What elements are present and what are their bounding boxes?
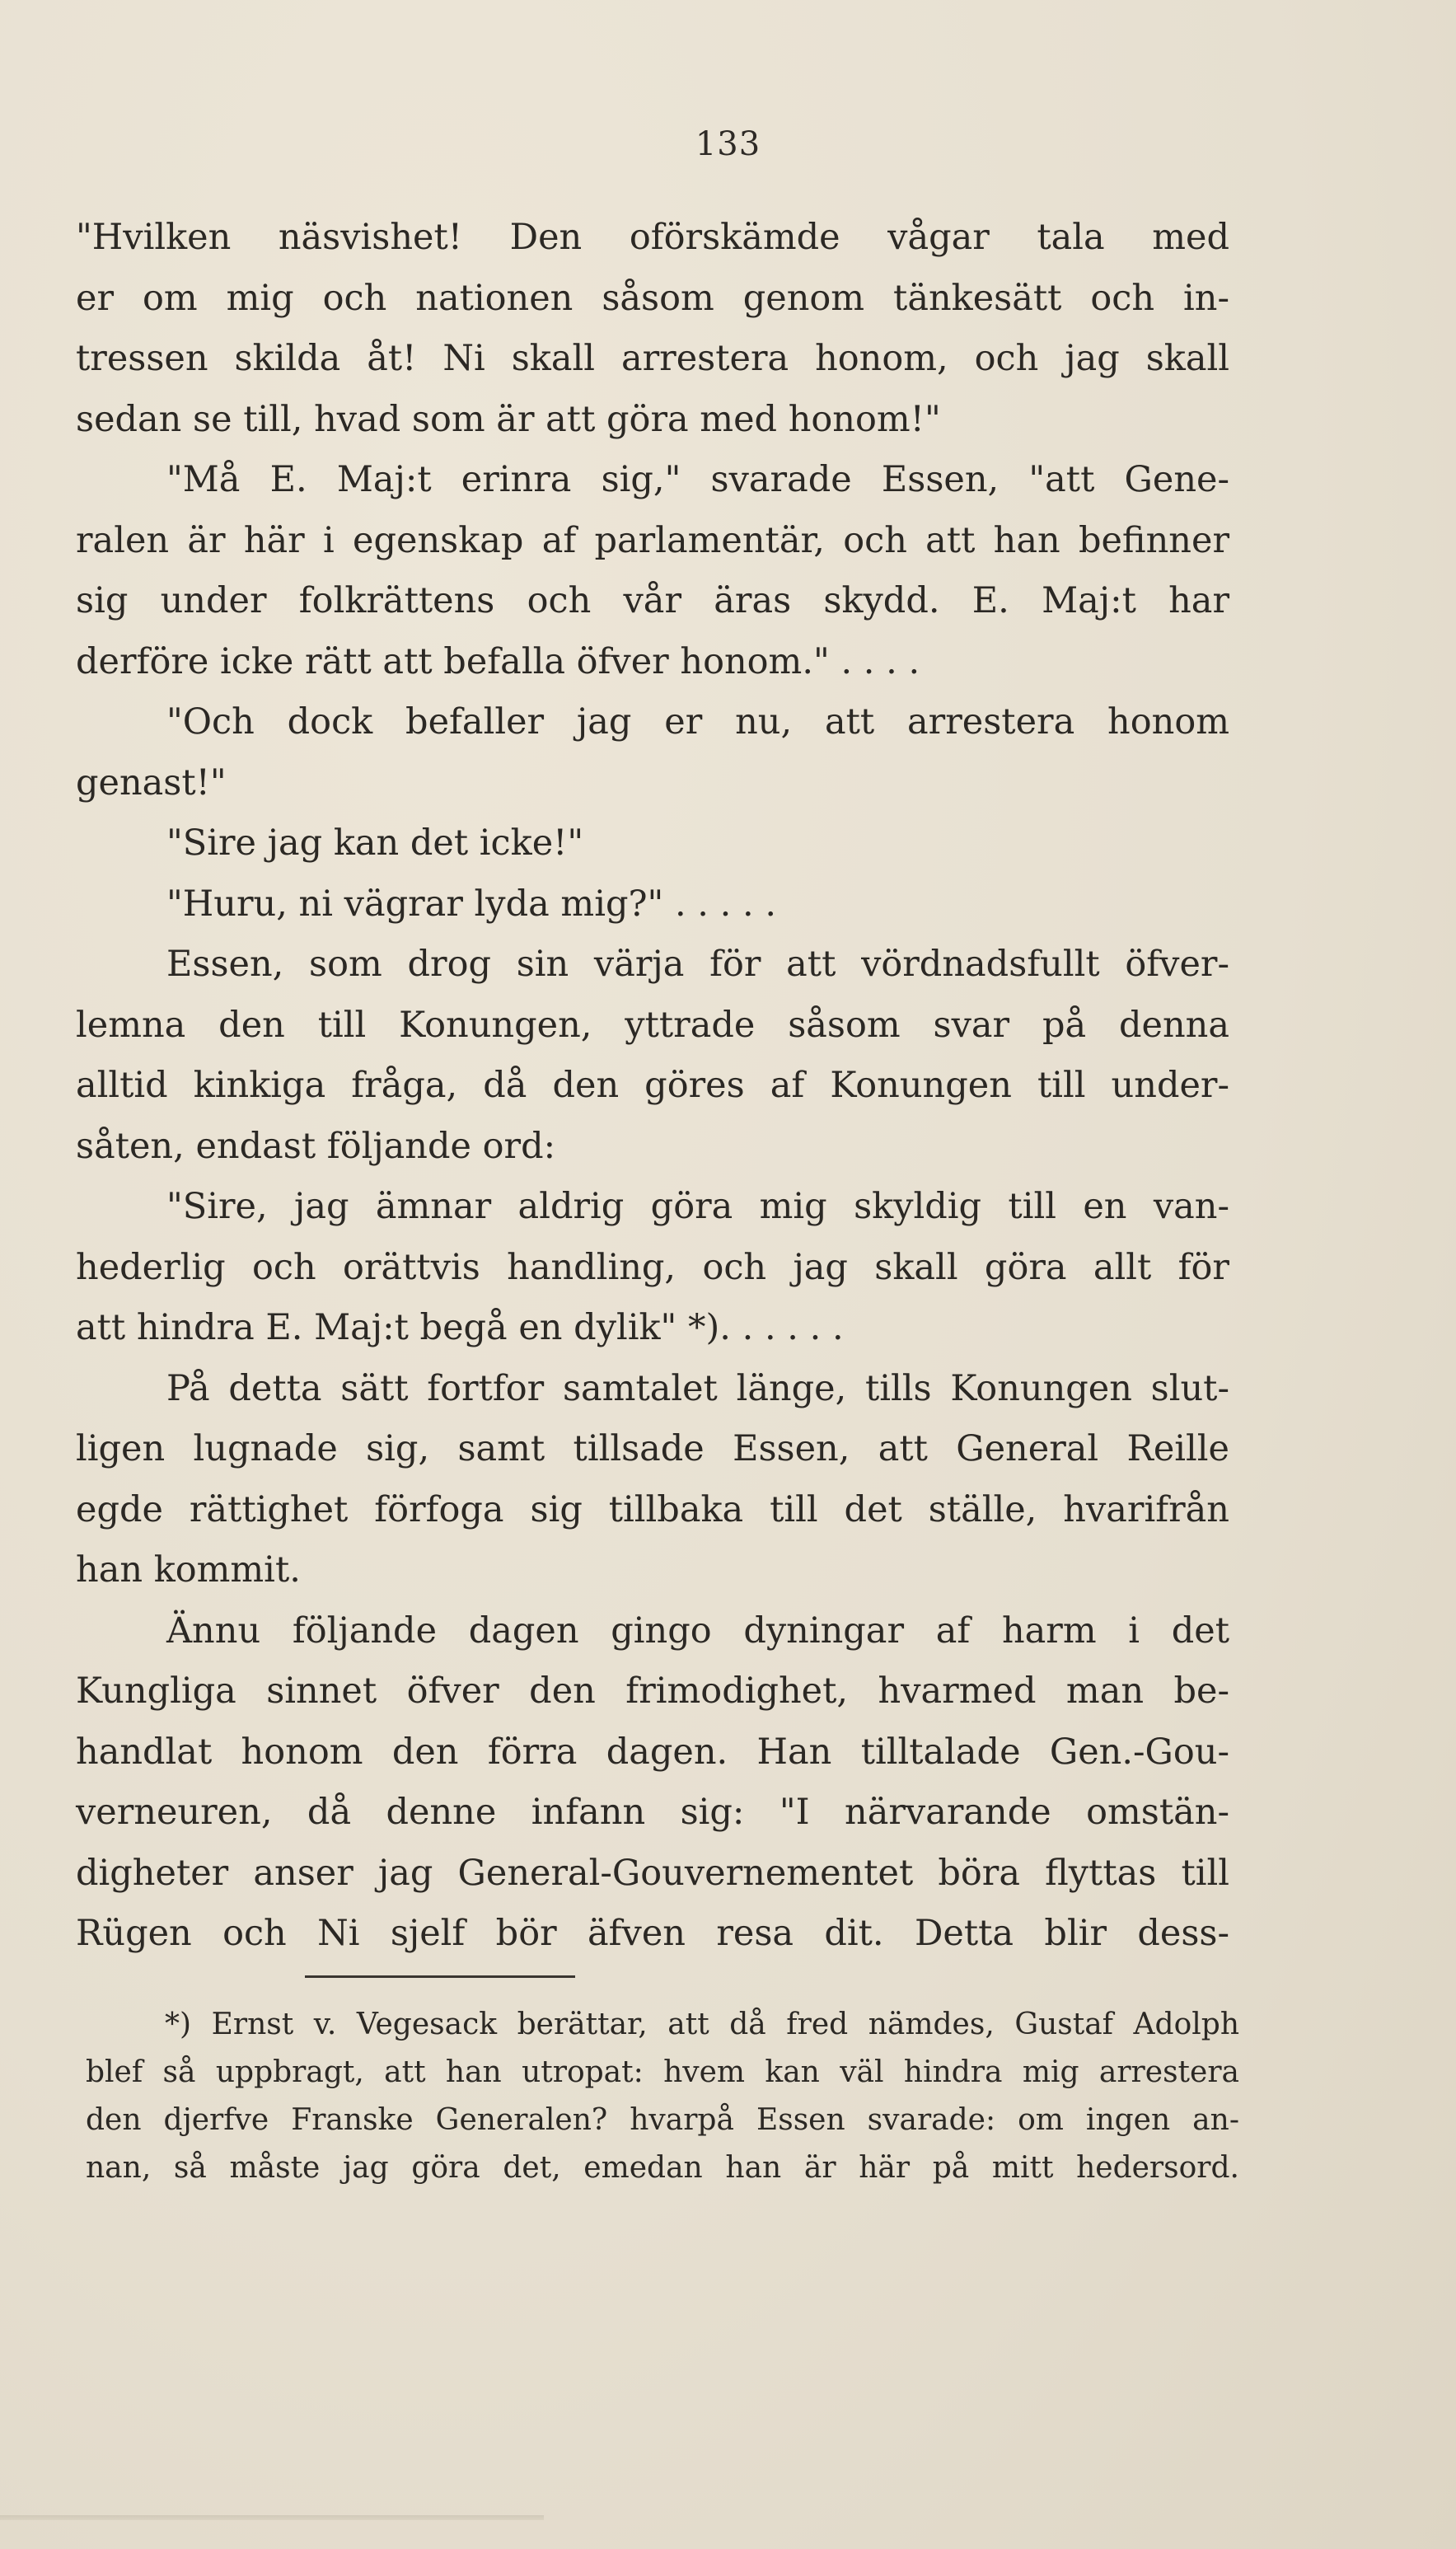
text-line: att hindra E. Maj:t begå en dylik" *). . . . . .	[76, 1307, 844, 1348]
text-line: han kommit.	[76, 1549, 301, 1591]
text-line: derföre icke rätt att befalla öfver honom." . . . .	[76, 640, 920, 682]
footnote-line: den djerfve Franske Generalen? hvarpå Essen svarade: om ingen an-	[86, 2103, 1239, 2137]
text-line: Rügen och Ni sjelf bör äfven resa dit. Detta blir dess-	[76, 1913, 1229, 1954]
footnote-line: nan, så måste jag göra det, emedan han är här på mitt hedersord.	[86, 2151, 1239, 2185]
text-line: Ännu följande dagen gingo dyningar af harm i det	[166, 1610, 1229, 1652]
text-line: sedan se till, hvad som är att göra med honom!"	[76, 398, 941, 440]
text-line: verneuren, då denne infann sig: "I närvarande omstän-	[76, 1792, 1229, 1833]
text-line: "Sire jag kan det icke!"	[166, 822, 584, 864]
text-line: handlat honom den förra dagen. Han tilltalade Gen.-Gou-	[76, 1731, 1229, 1773]
footnote-line: blef så uppbragt, att han utropat: hvem kan väl hindra mig arrestera	[86, 2055, 1239, 2089]
footnote-line: *) Ernst v. Vegesack berättar, att då fred nämdes, Gustaf Adolph	[165, 2008, 1239, 2041]
text-line: egde rättighet förfoga sig tillbaka till det ställe, hvarifrån	[76, 1488, 1229, 1530]
text-line: sig under folkrättens och vår äras skydd. E. Maj:t har	[76, 580, 1229, 621]
text-line: Kungliga sinnet öfver den frimodighet, hvarmed man be-	[76, 1670, 1229, 1712]
text-line: alltid kinkiga fråga, då den göres af Konungen till under-	[76, 1065, 1229, 1106]
footnote	[86, 2001, 1239, 2192]
text-line: "Huru, ni vägrar lyda mig?" . . . . .	[166, 883, 776, 925]
text-line: ligen lugnade sig, samt tillsade Essen, att General Reille	[76, 1428, 1229, 1469]
text-line: På detta sätt fortfor samtalet länge, tills Konungen slut-	[166, 1367, 1229, 1409]
text-line: er om mig och nationen såsom genom tänkesätt och in-	[76, 277, 1229, 319]
text-line: tressen skilda åt! Ni skall arrestera honom, och jag skall	[76, 338, 1229, 379]
text-line: digheter anser jag General-Gouvernementet böra flyttas till	[76, 1852, 1229, 1894]
text-line: ralen är här i egenskap af parlamentär, och att han befinner	[76, 519, 1229, 561]
text-line: "Må E. Maj:t erinra sig," svarade Essen, "att Gene-	[166, 459, 1229, 500]
text-line: hederlig och orättvis handling, och jag skall göra allt för	[76, 1246, 1229, 1288]
page-number: 133	[695, 125, 761, 163]
text-line: "Sire, jag ämnar aldrig göra mig skyldig till en van-	[166, 1186, 1229, 1227]
text-line: Essen, som drog sin värja för att vördnadsfullt öfver-	[166, 944, 1229, 985]
text-line: såten, endast följande ord:	[76, 1125, 556, 1167]
text-line: lemna den till Konungen, yttrade såsom svar på denna	[76, 1004, 1229, 1046]
text-line: "Och dock befaller jag er nu, att arrestera honom	[166, 701, 1229, 743]
text-line: genast!"	[76, 761, 227, 804]
page-edge-shadow	[0, 2515, 544, 2520]
text-line: "Hvilken näsvishet! Den oförskämde vågar tala med	[76, 217, 1229, 258]
body-text	[76, 208, 1229, 1965]
footnote-divider	[305, 1975, 575, 1978]
